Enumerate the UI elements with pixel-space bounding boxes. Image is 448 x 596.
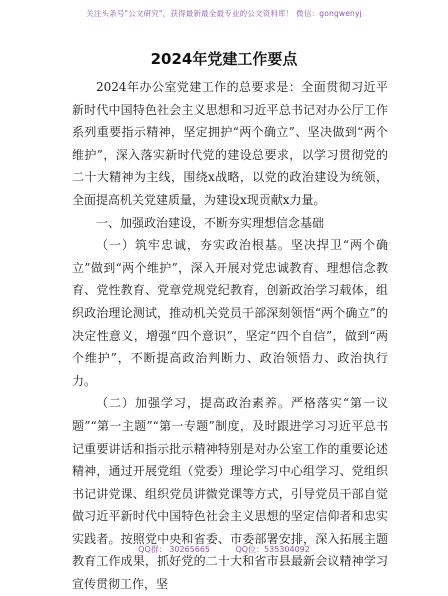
document-body [72, 76, 388, 596]
section-heading: 一、加强政治建设，不断夯实理想信念基础 [96, 215, 325, 230]
body-paragraph: （二）加强学习，提高政治素养。严格落实“第一议题”“第一主题”“第一专题”制度，及时跟进学习习近平总书记重要讲话和指示批示精神特别是对办公室工作的重要论述精神，通过开展党组（党委）理论学习中心组学习、党组织书记讲党课、组织党员讲微党课等方式，引导党员干部自觉做习近平新时代中国特色社会主义思想的坚定信仰者和忠实实践者。按照党中央和省委、市委部署安排，深入拓展主题教育工作成果，抓好党的二十大和省市县最新会议精神学习宣传贯彻工作，坚 [72, 396, 388, 592]
intro-paragraph: 2024年办公室党建工作的总要求是：全面贯彻习近平新时代中国特色社会主义思想和习近平总书记对办公厅工作系列重要指示精神，坚定拥护“两个确立”、坚决做到“两个维护”，深入落实新时代党的建设总要求，以学习贯彻党的二十大精神为主线，围绕x战略，以党的政治建设为统领，全面提高机关党建质量，为建设x现贡献x力量。 [72, 80, 388, 207]
body-paragraph: （一）筑牢忠诚，夯实政治根基。坚决捍卫“两个确立”做到“两个维护”，深入开展对党忠诚教育、理想信念教育、党性教育、党章党规党纪教育，创新政治学习载体，组织政治理论测试，推动机关党员干部深刻领悟“两个确立”的决定性意义，增强“四个意识”，坚定“四个自信”，做到“两个维护”，不断提高政治判断力、政治领悟力、政治执行力。 [72, 238, 388, 388]
top-banner: 关注头条号"公文研究"，获得最新最全最专业的公文资料库！ 微信：gongwenyj [86, 9, 362, 18]
document-title: 2024年党建工作要点 [150, 50, 298, 68]
footer-contact: QQ群： 30265665 QQ位：535304092 [138, 545, 310, 554]
